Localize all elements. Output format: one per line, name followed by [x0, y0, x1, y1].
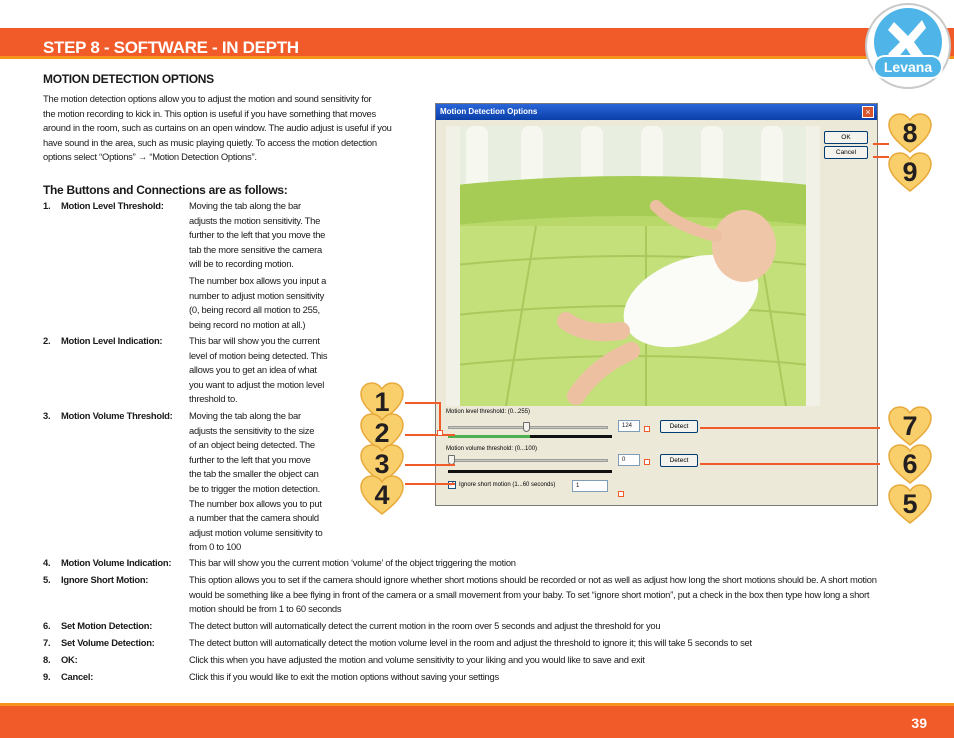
callout-badge-5: 5 [887, 483, 933, 525]
callout-badge-4: 4 [359, 474, 405, 516]
camera-preview-image [446, 126, 820, 406]
callout-badge-9: 9 [887, 151, 933, 193]
callout-marker [644, 459, 650, 465]
intro-paragraph: The motion detection options allow you to adjust the motion and sound sensitivity for the motion recording to kick in. This option is useful if you have something that moves around in the room, such as curtains on an open window. The audio adjust is useful if you have sound in the area, such as music playing quietly. To access the motion detection options select “Options” → “Motion Detection Options”. [43, 93, 392, 163]
callout-marker [618, 491, 624, 497]
logo-text: Levana [883, 59, 933, 75]
callout-leader-4 [405, 483, 455, 485]
motion-threshold-thumb[interactable] [523, 422, 530, 432]
motion-threshold-label: Motion level threshold: (0...255) [446, 409, 531, 415]
ignore-short-motion-label: Ignore short motion (1...60 seconds) [459, 482, 556, 488]
callout-badge-3: 3 [359, 443, 405, 485]
motion-level-fill [448, 435, 530, 438]
callout-marker [644, 426, 650, 432]
callout-badge-7: 7 [887, 405, 933, 447]
motion-detection-dialog [435, 103, 878, 506]
callout-badge-6: 6 [887, 443, 933, 485]
callout-leader-6 [700, 463, 880, 465]
detect-volume-button[interactable]: Detect [660, 454, 698, 467]
callout-leader-1 [405, 402, 441, 404]
ok-button[interactable]: OK [824, 131, 868, 144]
footer-bar [0, 706, 954, 738]
buttons-heading: The Buttons and Connections are as follows: [43, 183, 288, 197]
close-icon[interactable]: × [862, 106, 874, 118]
volume-threshold-label: Motion volume threshold: (0...100) [446, 446, 538, 452]
cancel-button[interactable]: Cancel [824, 146, 868, 159]
motion-threshold-input[interactable]: 124 [618, 420, 640, 432]
page-title: STEP 8 - SOFTWARE - IN DEPTH [43, 38, 299, 57]
callout-leader-7 [700, 427, 880, 429]
volume-threshold-slider[interactable] [448, 459, 608, 462]
callout-leader-1v [439, 402, 441, 432]
levana-logo [864, 2, 952, 90]
callout-leader-2 [405, 434, 455, 436]
callout-badge-8: 8 [887, 112, 933, 154]
callout-badge-1: 1 [359, 381, 405, 423]
ignore-seconds-input[interactable]: 1 [572, 480, 608, 492]
callout-leader-3 [405, 464, 455, 466]
motion-level-bar [448, 435, 612, 438]
callout-marker [437, 430, 443, 436]
volume-threshold-input[interactable]: 0 [618, 454, 640, 466]
dialog-title: Motion Detection Options [436, 104, 877, 120]
callout-badge-2: 2 [359, 412, 405, 454]
motion-volume-bar [448, 470, 612, 473]
detect-motion-button[interactable]: Detect [660, 420, 698, 433]
page-number: 39 [911, 715, 927, 731]
section-title: MOTION DETECTION OPTIONS [43, 72, 214, 86]
